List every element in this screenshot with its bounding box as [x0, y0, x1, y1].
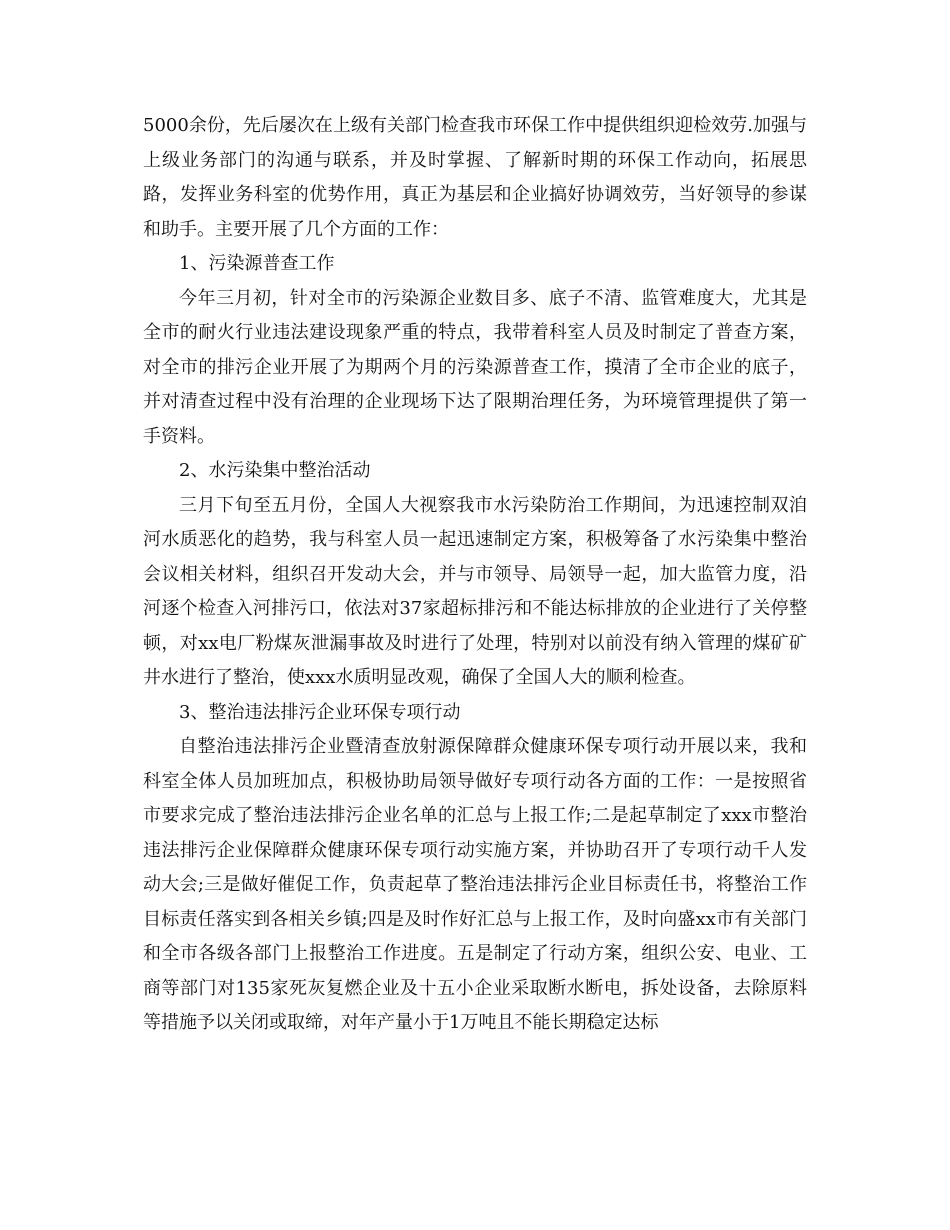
section-heading-2: 2、水污染集中整治活动	[179, 460, 371, 481]
section-heading-3: 3、整治违法排污企业环保专项行动	[179, 701, 461, 723]
paragraph-intro: 5000余份，先后屡次在上级有关部门检查我市环保工作中提供组织迎检效劳.加强与上级业务部门的沟通与联系，并及时掌握、了解新时期的环保工作动向，拓展思路，发挥业务科室的优势作用，真正为基层和企业搞好协调效劳，当好领导的参谋和助手。主要开展了几个方面的工作：	[143, 115, 807, 240]
paragraph-water-pollution: 三月下旬至五月份，全国人大视察我市水污染防治工作期间，为迅速控制双洎河水质恶化的趋势，我与科室人员一起迅速制定方案，积极筹备了水污染集中整治会议相关材料，组织召开发动大会，并与市领导、局领导一起，加大监管力度，沿河逐个检查入河排污口，依法对37家超标排污和不能达标排放的企业进行了关停整顿，对xx电厂粉煤灰泄漏事故及时进行了处理，特别对以前没有纳入管理的煤矿矿井水进行了整治，使xxx水质明显改观，确保了全国人大的顺利检查。	[143, 494, 807, 688]
section-heading-1: 1、污染源普查工作	[179, 253, 335, 274]
paragraph-pollution-survey: 今年三月初，针对全市的污染源企业数目多、底子不清、监管难度大，尤其是全市的耐火行业违法建设现象严重的特点，我带着科室人员及时制定了普查方案，对全市的排污企业开展了为期两个月的污染源普查工作，摸清了全市企业的底子，并对清查过程中没有治理的企业现场下达了限期治理任务，为环境管理提供了第一手资料。	[143, 287, 807, 447]
paragraph-special-action: 自整治违法排污企业暨清查放射源保障群众健康环保专项行动开展以来，我和科室全体人员加班加点，积极协助局领导做好专项行动各方面的工作：一是按照省市要求完成了整治违法排污企业名单的汇总与上报工作;二是起草制定了xxx市整治违法排污企业保障群众健康环保专项行动实施方案，并协助召开了专项行动千人发动大会;三是做好催促工作，负责起草了整治违法排污企业目标责任书，将整治工作目标责任落实到各相关乡镇;四是及时作好汇总与上报工作，及时向盛xx市有关部门和全市各级各部门上报整治工作进度。五是制定了行动方案，组织公安、电业、工商等部门对135家死灰复燃企业及十五小企业采取断水断电，拆处设备，去除原料等措施予以关闭或取缔，对年产量小于1万吨且不能长期稳定达标	[143, 736, 807, 1033]
document-page	[143, 109, 807, 1041]
